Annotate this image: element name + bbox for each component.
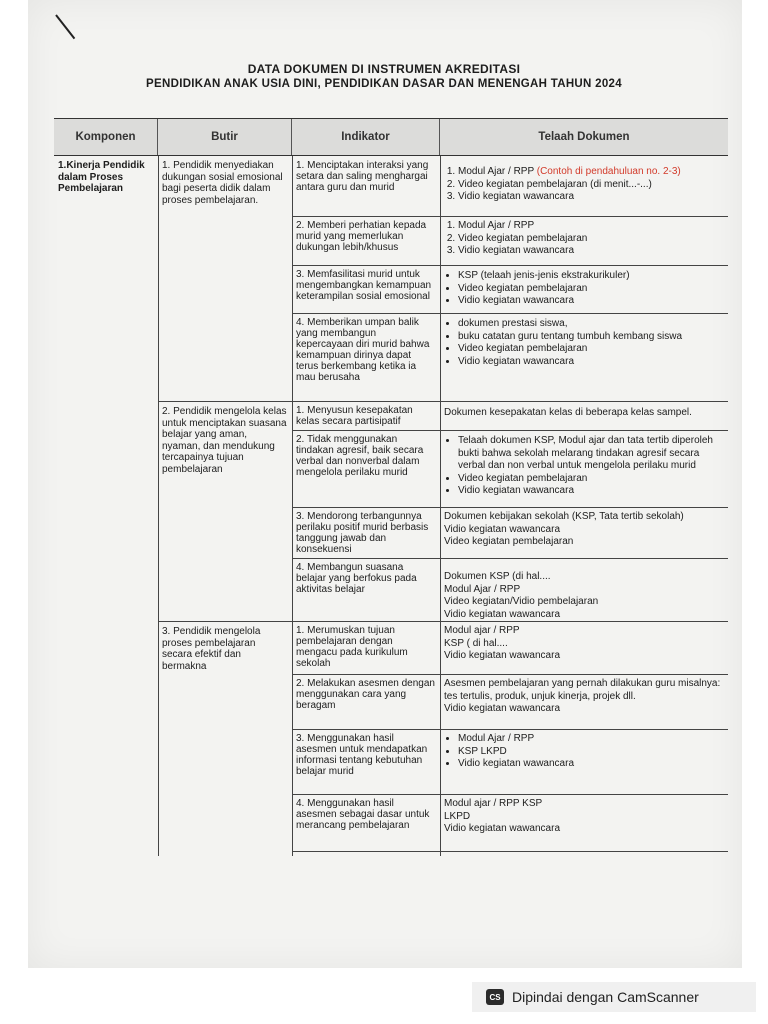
header-indikator: Indikator — [292, 119, 440, 155]
indikator-1-2: 2. Memberi perhatian kepada murid yang memerlukan dukungan lebih/khusus — [296, 220, 427, 253]
indikator-2-4: 4. Membangun suasana belajar yang berfokus pada aktivitas belajar — [296, 562, 417, 595]
komponen-cell: 1.Kinerja Pendidik dalam Proses Pembelajaran — [58, 160, 145, 194]
camscanner-watermark — [472, 982, 756, 1012]
butir-1: 1. Pendidik menyediakan dukungan sosial emosional bagi peserta didik dalam proses pembelajaran. — [162, 160, 283, 206]
camscanner-logo-icon: CS — [486, 989, 504, 1005]
instrument-table — [54, 118, 728, 856]
telaah-2-4: Dokumen KSP (di hal.... Modul Ajar / RPP Video kegiatan/Vidio pembelajaran Vidio kegiatan wawancara — [444, 571, 599, 620]
table-header — [54, 119, 728, 156]
telaah-1-1: 1. Modul Ajar / RPP (Contoh di pendahuluan no. 2-3) 2. Video kegiatan pembelajaran (di menit...-...) 3. Vidio kegiatan wawancara — [440, 164, 728, 206]
indikator-3-2: 2. Melakukan asesmen dengan menggunakan cara yang beragam — [296, 678, 435, 711]
header-komponen: Komponen — [54, 119, 158, 155]
indikator-2-2: 2. Tidak menggunakan tindakan agresif, baik secara verbal dan nonverbal dalam mengelola perilaku murid — [296, 434, 424, 478]
indikator-3-1: 1. Merumuskan tujuan pembelajaran dengan mengacu pada kurikulum sekolah — [296, 625, 408, 669]
telaah-2-1: Dokumen kesepakatan kelas di beberapa kelas sampel. — [444, 407, 692, 418]
telaah-3-2: Asesmen pembelajaran yang pernah dilakukan guru misalnya: tes tertulis, produk, unjuk kinerja, projek dll. Vidio kegiatan wawancara — [444, 678, 721, 714]
telaah-2-3: Dokumen kebijakan sekolah (KSP, Tata tertib sekolah) Vidio kegiatan wawancara Video kegiatan pembelajaran — [444, 511, 684, 547]
telaah-3-1: Modul ajar / RPP KSP ( di hal.... Vidio kegiatan wawancara — [444, 625, 561, 661]
indikator-2-1: 1. Menyusun kesepakatan kelas secara partisipatif — [296, 405, 413, 427]
butir-3: 3. Pendidik mengelola proses pembelajaran secara efektif dan bermakna — [162, 626, 261, 672]
indikator-1-4: 4. Memberikan umpan balik yang membangun kepercayaan diri murid bahwa kemampuan dirinya dapat terus berkembang ketika ia mau berusaha — [296, 317, 430, 383]
butir-2: 2. Pendidik mengelola kelas untuk menciptakan suasana belajar yang aman, nyaman, dan mendukung tercapainya tujuan pembelajaran — [162, 406, 287, 475]
indikator-1-3: 3. Memfasilitasi murid untuk mengembangkan kemampuan keterampilan sosial emosional — [296, 269, 432, 302]
telaah-3-3: • Modul Ajar / RPP • KSP LKPD • Vidio kegiatan wawancara — [440, 731, 728, 773]
document-title: DATA DOKUMEN DI INSTRUMEN AKREDITASI — [247, 62, 521, 76]
telaah-1-2: 1. Modul Ajar / RPP 2. Video kegiatan pembelajaran 3. Vidio kegiatan wawancara — [440, 218, 728, 260]
table-body — [54, 156, 728, 856]
telaah-1-3: • KSP (telaah jenis-jenis ekstrakurikuler) • Video kegiatan pembelajaran • Vidio kegiatan wawancara — [440, 268, 728, 310]
header-butir: Butir — [158, 119, 292, 155]
telaah-1-4: • dokumen prestasi siswa, • buku catatan guru tentang tumbuh kembang siswa • Video kegiatan pembelajaran • Vidio kegiatan wawancara — [440, 316, 728, 370]
header-telaah: Telaah Dokumen — [538, 131, 630, 143]
telaah-3-4: Modul ajar / RPP KSP LKPD Vidio kegiatan wawancara — [444, 798, 561, 834]
indikator-3-4: 4. Menggunakan hasil asesmen sebagai dasar untuk merancang pembelajaran — [296, 798, 430, 831]
watermark-text: Dipindai dengan CamScanner — [512, 989, 699, 1005]
indikator-3-3: 3. Menggunakan hasil asesmen untuk mendapatkan informasi tentang kebutuhan belajar murid — [296, 733, 428, 777]
indikator-1-1: 1. Menciptakan interaksi yang setara dan saling menghargai antara guru dan murid — [296, 160, 429, 193]
telaah-2-2: • Telaah dokumen KSP, Modul ajar dan tata tertib diperoleh bukti bahwa sekolah melarang tindakan agresif secara verbal dan non verbal untuk mengelola perilaku murid • Video kegiatan pembelajaran • Vidio kegiatan wawancara — [440, 433, 728, 500]
document-subtitle: PENDIDIKAN ANAK USIA DINI, PENDIDIKAN DASAR DAN MENENGAH TAHUN 2024 — [146, 78, 622, 90]
indikator-2-3: 3. Mendorong terbangunnya perilaku positif murid berbasis tanggung jawab dan konsekuensi — [296, 511, 429, 555]
